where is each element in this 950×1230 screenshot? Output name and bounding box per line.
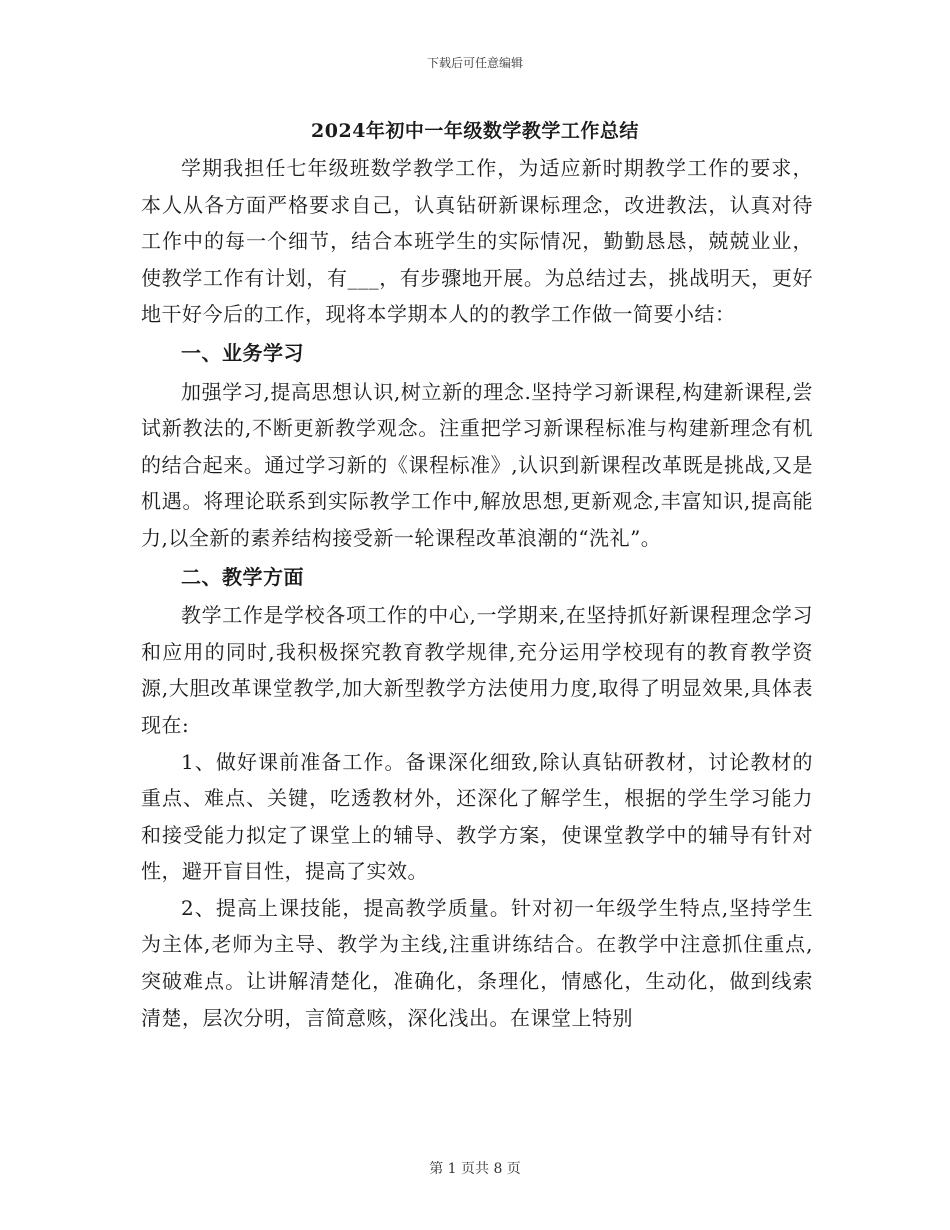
teaching-item-1-paragraph: 1、做好课前准备工作。备课深化细致,除认真钻研教材，讨论教材的重点、难点、关键，吃透教材外，还深化了解学生，根据的学生学习能力和接受能力拟定了课堂上的辅导、教学方案，使课堂教学中的辅导有针对性，避开盲目性，提高了实效。 (141, 749, 813, 884)
document-body (141, 150, 813, 1036)
document-title: 2024年初中一年级数学教学工作总结 (311, 120, 639, 142)
teaching-item-2-paragraph: 2、提高上课技能，提高教学质量。针对初一年级学生特点,坚持学生为主体,老师为主导、教学为主线,注重讲练结合。在教学中注意抓住重点,突破难点。让讲解清楚化，准确化，条理化，情感化，生动化，做到线索清楚，层次分明，言简意赅，深化浅出。在课堂上特别 (141, 895, 813, 1030)
page-number-footer: 第 1 页共 8 页 (429, 1161, 521, 1177)
intro-paragraph: 学期我担任七年级班数学教学工作，为适应新时期教学工作的要求，本人从各方面严格要求自己，认真钻研新课标理念，改进教法，认真对待工作中的每一个细节，结合本班学生的实际情况，勤勤恳恳，兢兢业业，使教学工作有计划，有___，有步骤地开展。为总结过去，挑战明天，更好地干好今后的工作，现将本学期本人的的教学工作做一简要小结： (141, 156, 813, 327)
page-header-note: 下载后可任意编辑 (426, 56, 523, 70)
section-heading-teaching: 二、教学方面 (181, 564, 304, 589)
section-heading-business-study: 一、业务学习 (181, 340, 304, 365)
teaching-paragraph: 教学工作是学校各项工作的中心,一学期来,在坚持抓好新课程理念学习和应用的同时,我积极探究教育教学规律,充分运用学校现有的教育教学资源,大胆改革课堂教学,加大新型教学方法使用力度,取得了明显效果,具体表现在: (141, 603, 813, 737)
business-study-paragraph: 加强学习,提高思想认识,树立新的理念.坚持学习新课程,构建新课程,尝试新教法的,不断更新教学观念。注重把学习新课程标准与构建新理念有机的结合起来。通过学习新的《课程标准》,认识到新课程改革既是挑战,又是机遇。将理论联系到实际教学工作中,解放思想,更新观念,丰富知识,提高能力,以全新的素养结构接受新一轮课程改革浪潮的“洗礼”。 (141, 379, 813, 550)
